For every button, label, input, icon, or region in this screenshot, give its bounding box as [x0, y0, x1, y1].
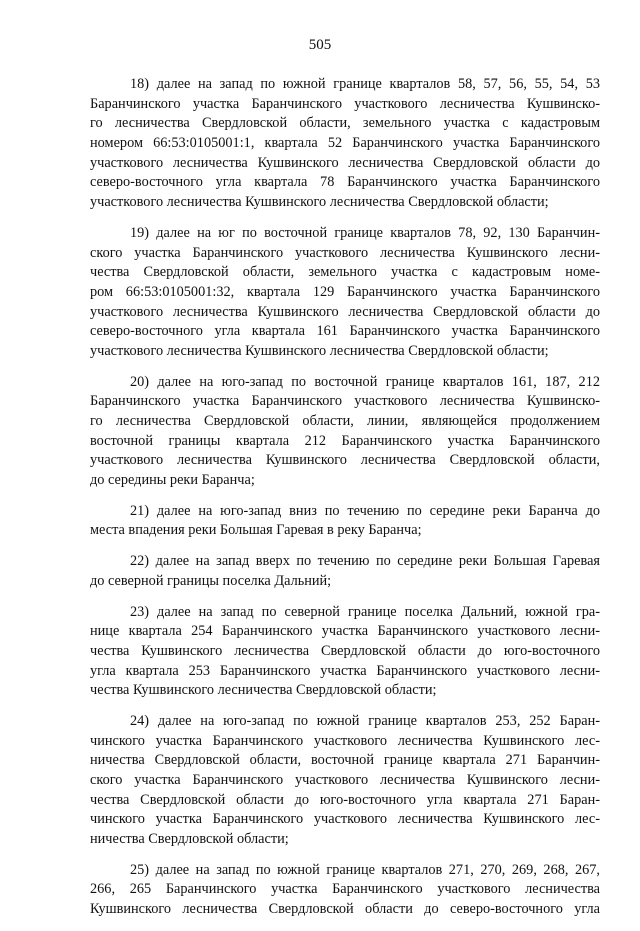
text-line: 25) далее на запад по южной границе кварталов 271, 270, 269, 268, 267, — [130, 861, 600, 878]
text-line: до середины реки Баранча; — [90, 472, 255, 489]
text-line: угла квартала 253 Баранчинского участка Баранчинского участкового лесни- — [90, 662, 600, 679]
paragraph — [90, 224, 600, 362]
text-line: 24) далее на юго-запад по южной границе кварталов 253, 252 Баран- — [130, 712, 600, 729]
text-line: восточной границы квартала 212 Баранчинского участка Баранчинского — [90, 432, 600, 449]
paragraph — [90, 603, 600, 701]
text-line: участкового лесничества Кушвинского лесничества Свердловской области до — [90, 303, 600, 320]
text-line: северо-восточного угла квартала 78 Баранчинского участка Баранчинского — [90, 174, 600, 191]
text-line: северо-восточного угла квартала 161 Баранчинского участка Баранчинского — [90, 323, 600, 340]
text-line: ничества Свердловской области; — [90, 831, 289, 848]
text-line: участкового лесничества Кушвинского лесничества Свердловской области; — [90, 342, 549, 359]
text-line: 266, 265 Баранчинского участка Баранчинского участкового лесничества — [90, 881, 600, 898]
text-line: чества Кушвинского лесничества Свердловской области; — [90, 682, 437, 699]
paragraph — [90, 373, 600, 491]
document-body — [90, 75, 600, 931]
text-line: чества Свердловской области до юго-восточного угла квартала 271 Баран- — [90, 791, 600, 808]
paragraph — [90, 861, 600, 920]
text-line: го лесничества Свердловской области, линии, являющейся продолжением — [90, 413, 600, 429]
text-line: 23) далее на запад по северной границе поселка Дальний, южной гра- — [130, 603, 600, 620]
text-line: Кушвинского лесничества Свердловской области до северо-восточного угла — [90, 901, 600, 918]
text-line: чества Кушвинского лесничества Свердловской области до юго-восточного — [90, 642, 600, 659]
text-line: ского участка Баранчинского участкового лесничества Кушвинского лесни- — [90, 772, 600, 788]
page-number: 505 — [308, 37, 332, 53]
text-line: Баранчинского участка Баранчинского участкового лесничества Кушвинско- — [90, 393, 600, 410]
text-line: 18) далее на запад по южной границе кварталов 58, 57, 56, 55, 54, 53 — [130, 76, 600, 92]
text-line: чества Свердловской области, земельного участка с кадастровым номе- — [90, 264, 600, 281]
text-line: нице квартала 254 Баранчинского участка Баранчинского участкового лесни- — [90, 623, 600, 640]
paragraph — [90, 552, 600, 591]
text-line: участкового лесничества Кушвинского лесничества Свердловской области; — [90, 194, 549, 211]
text-line: 22) далее на запад вверх по течению по середине реки Большая Гаревая — [130, 553, 600, 570]
text-line: 19) далее на юг по восточной границе кварталов 78, 92, 130 Баранчин- — [130, 224, 600, 241]
text-line: номером 66:53:0105001:1, квартала 52 Баранчинского участка Баранчинского — [90, 135, 600, 152]
text-line: ского участка Баранчинского участкового лесничества Кушвинского лесни- — [90, 244, 600, 261]
text-line: участкового лесничества Кушвинского лесничества Свердловской области, — [90, 452, 600, 469]
text-line: чинского участка Баранчинского участкового лесничества Кушвинского лес- — [90, 732, 600, 749]
text-line: ничества Свердловской области, восточной границе квартала 271 Баранчин- — [90, 752, 600, 769]
text-line: Баранчинского участка Баранчинского участкового лесничества Кушвинско- — [90, 95, 600, 112]
text-line: 21) далее на юго-запад вниз по течению по середине реки Баранча до — [130, 502, 600, 519]
text-line: 20) далее на юго-запад по восточной границе кварталов 161, 187, 212 — [130, 373, 600, 390]
text-line: го лесничества Свердловской области, земельного участка с кадастровым — [90, 115, 600, 132]
text-line: ром 66:53:0105001:32, квартала 129 Баранчинского участка Баранчинского — [90, 283, 600, 300]
paragraph — [90, 502, 600, 541]
text-line: до северной границы поселка Дальний; — [90, 572, 332, 589]
text-line: участкового лесничества Кушвинского лесничества Свердловской области до — [90, 154, 600, 171]
text-line: чинского участка Баранчинского участкового лесничества Кушвинского лес- — [90, 811, 600, 828]
paragraph — [90, 75, 600, 213]
paragraph — [90, 712, 600, 850]
text-line: места впадения реки Большая Гаревая в реку Баранча; — [90, 522, 422, 539]
